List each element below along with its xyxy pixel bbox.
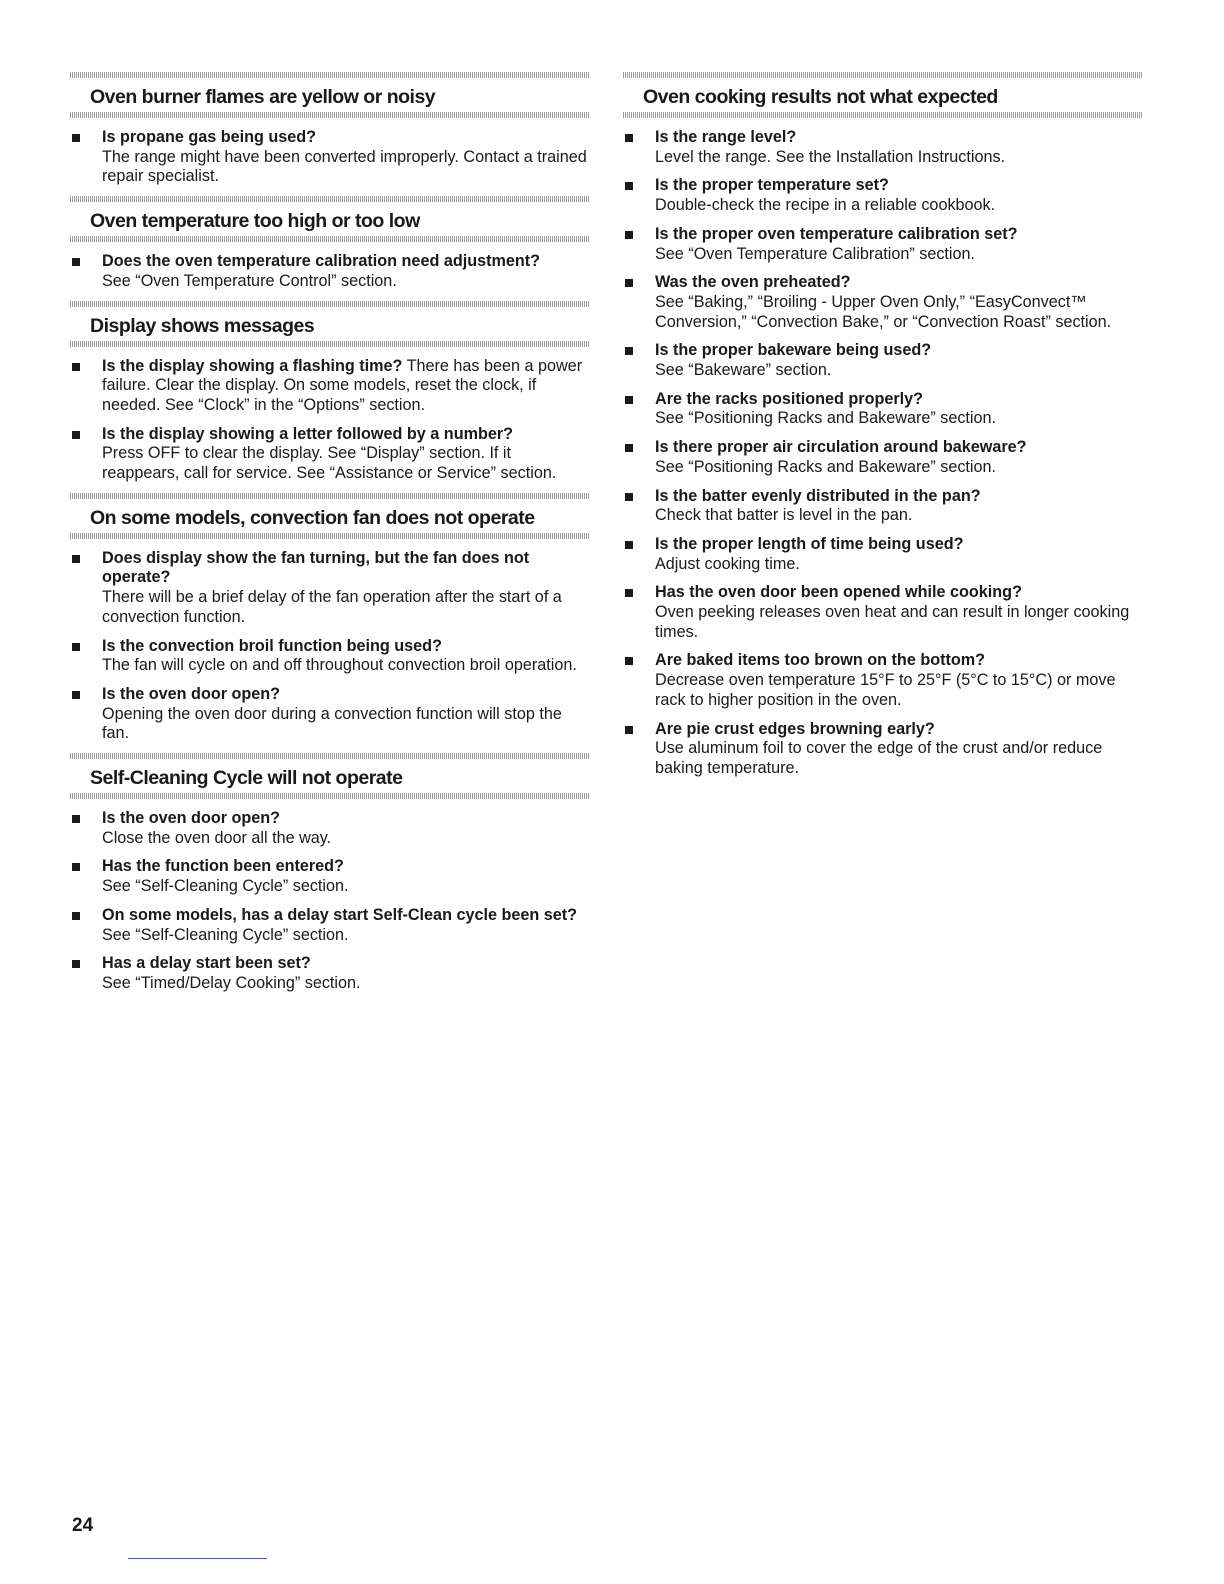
section-rule-bottom — [70, 793, 590, 799]
answer-text: Opening the oven door during a convection function will stop the fan. — [102, 704, 562, 743]
answer-text: Double-check the recipe in a reliable cookbook. — [655, 196, 996, 215]
list-item — [623, 128, 1143, 167]
square-bullet-icon — [72, 691, 80, 699]
page-number: 24 — [72, 1515, 94, 1536]
answer-text: Close the oven door all the way. — [102, 828, 332, 847]
list-item — [70, 809, 590, 848]
section-rule-bottom — [70, 112, 590, 118]
answer-text: See “Oven Temperature Control” section. — [102, 271, 397, 290]
section-rule-bottom — [70, 533, 590, 539]
question-list — [70, 549, 590, 744]
right-column — [623, 72, 1143, 788]
answer-text: See “Oven Temperature Calibration” section. — [655, 244, 976, 263]
square-bullet-icon — [625, 541, 633, 549]
square-bullet-icon — [625, 589, 633, 597]
question-list — [623, 128, 1143, 779]
list-item — [70, 906, 590, 945]
section-title: On some models, convection fan does not operate — [90, 506, 535, 529]
section-oven-temperature-too-high-or-too-low — [70, 196, 590, 291]
question-text: Is propane gas being used? — [102, 128, 317, 146]
question-text: Has a delay start been set? — [102, 954, 311, 973]
answer-text: See “Baking,” “Broiling - Upper Oven Only,” “EasyConvect™ Conversion,” “Convection Bake,” or “Convection Roast” section. — [655, 292, 1112, 331]
square-bullet-icon — [72, 134, 80, 142]
question-text: Are baked items too brown on the bottom? — [655, 651, 986, 670]
square-bullet-icon — [625, 396, 633, 404]
square-bullet-icon — [72, 912, 80, 920]
section-title: Oven temperature too high or too low — [90, 210, 420, 233]
question-text: Is the proper temperature set? — [655, 176, 889, 195]
section-oven-burner-flames-are-yellow-or-noisy — [70, 72, 590, 187]
answer-text: Adjust cooking time. — [655, 554, 800, 573]
answer-text: Decrease oven temperature 15°F to 25°F (5°C to 15°C) or move rack to higher position in the oven. — [655, 671, 1116, 709]
question-text: Is the proper length of time being used? — [655, 534, 964, 553]
question-list — [70, 809, 590, 994]
question-list — [70, 128, 590, 187]
square-bullet-icon — [625, 279, 633, 287]
question-text: Are pie crust edges browning early? — [655, 719, 935, 738]
list-item — [623, 535, 1143, 574]
question-text: Is there proper air circulation around bakeware? — [655, 438, 1027, 457]
question-text: On some models, has a delay start Self-Clean cycle been set? — [102, 905, 578, 924]
list-item — [623, 176, 1143, 215]
question-text: Is the range level? — [655, 128, 797, 146]
question-list — [70, 357, 590, 484]
list-item — [623, 487, 1143, 526]
list-item — [623, 651, 1143, 710]
list-item — [70, 252, 590, 291]
square-bullet-icon — [625, 657, 633, 665]
square-bullet-icon — [625, 182, 633, 190]
question-list — [70, 252, 590, 291]
question-text: Does the oven temperature calibration need adjustment? — [102, 252, 541, 271]
question-text: Has the oven door been opened while cooking? — [655, 583, 1022, 602]
list-item — [623, 720, 1143, 779]
section-self-cleaning-cycle-will-not-operate — [70, 753, 590, 994]
footer-line — [128, 1558, 267, 1559]
question-text: Does display show the fan turning, but the fan does not operate? — [102, 548, 530, 587]
question-text: Is the display showing a flashing time? — [102, 356, 403, 375]
question-text: Is the oven door open? — [102, 809, 281, 828]
section-title: Display shows messages — [90, 314, 315, 337]
list-item — [623, 273, 1143, 332]
square-bullet-icon — [72, 431, 80, 439]
list-item — [623, 438, 1143, 477]
square-bullet-icon — [625, 726, 633, 734]
answer-text: Level the range. See the Installation Instructions. — [655, 147, 1006, 166]
section-rule-bottom — [70, 341, 590, 347]
section-rule-bottom — [70, 236, 590, 242]
square-bullet-icon — [72, 960, 80, 968]
answer-text: See “Bakeware” section. — [655, 361, 832, 380]
list-item — [70, 128, 590, 187]
square-bullet-icon — [72, 815, 80, 823]
list-item — [70, 425, 590, 484]
list-item — [70, 357, 590, 416]
answer-text: The fan will cycle on and off throughout convection broil operation. — [102, 656, 577, 675]
answer-text: See “Self-Cleaning Cycle” section. — [102, 877, 349, 896]
answer-text: The range might have been converted improperly. Contact a trained repair specialist. — [102, 147, 587, 186]
answer-text: There has been a power failure. Clear the display. On some models, reset the clock, if needed. See “Clock” in the “Options” section. — [102, 356, 583, 414]
square-bullet-icon — [72, 258, 80, 266]
answer-text: See “Timed/Delay Cooking” section. — [102, 973, 361, 992]
question-text: Is the batter evenly distributed in the pan? — [655, 486, 981, 505]
question-text: Is the oven door open? — [102, 684, 281, 703]
list-item — [70, 637, 590, 676]
list-item — [623, 225, 1143, 264]
left-column — [70, 72, 590, 1003]
section-rule-bottom — [623, 112, 1143, 118]
answer-text: See “Positioning Racks and Bakeware” section. — [655, 409, 997, 428]
question-text: Is the convection broil function being used? — [102, 636, 442, 655]
question-text: Is the display showing a letter followed by a number? — [102, 424, 514, 443]
list-item — [623, 341, 1143, 380]
section-on-some-models-convection-fan-does-not-operate — [70, 493, 590, 744]
square-bullet-icon — [72, 555, 80, 563]
section-display-shows-messages — [70, 301, 590, 484]
section-title: Oven burner flames are yellow or noisy — [90, 86, 436, 108]
list-item — [70, 685, 590, 744]
question-text: Has the function been entered? — [102, 857, 344, 876]
square-bullet-icon — [625, 134, 633, 142]
section-oven-cooking-results-not-what-expected — [623, 72, 1143, 779]
question-text: Is the proper bakeware being used? — [655, 341, 932, 360]
question-text: Are the racks positioned properly? — [655, 389, 924, 408]
square-bullet-icon — [625, 347, 633, 355]
answer-text: Oven peeking releases oven heat and can result in longer cooking times. — [655, 603, 1130, 641]
square-bullet-icon — [625, 493, 633, 501]
square-bullet-icon — [72, 863, 80, 871]
square-bullet-icon — [72, 363, 80, 371]
question-text: Is the proper oven temperature calibration set? — [655, 224, 1018, 243]
answer-text: See “Self-Cleaning Cycle” section. — [102, 925, 349, 944]
square-bullet-icon — [625, 231, 633, 239]
answer-text: Check that batter is level in the pan. — [655, 506, 913, 525]
list-item — [70, 954, 590, 993]
answer-text: Use aluminum foil to cover the edge of the crust and/or reduce baking temperature. — [655, 739, 1103, 777]
square-bullet-icon — [72, 643, 80, 651]
section-title: Self-Cleaning Cycle will not operate — [90, 767, 403, 790]
list-item — [623, 583, 1143, 642]
answer-text: Press OFF to clear the display. See “Display” section. If it reappears, call for service. See “Assistance or Service” section. — [102, 444, 557, 483]
answer-text: There will be a brief delay of the fan operation after the start of a convection function. — [102, 588, 562, 626]
question-text: Was the oven preheated? — [655, 273, 851, 292]
list-item — [623, 390, 1143, 429]
section-title: Oven cooking results not what expected — [643, 86, 998, 108]
list-item — [70, 549, 590, 628]
answer-text: See “Positioning Racks and Bakeware” section. — [655, 457, 997, 476]
list-item — [70, 857, 590, 896]
square-bullet-icon — [625, 444, 633, 452]
